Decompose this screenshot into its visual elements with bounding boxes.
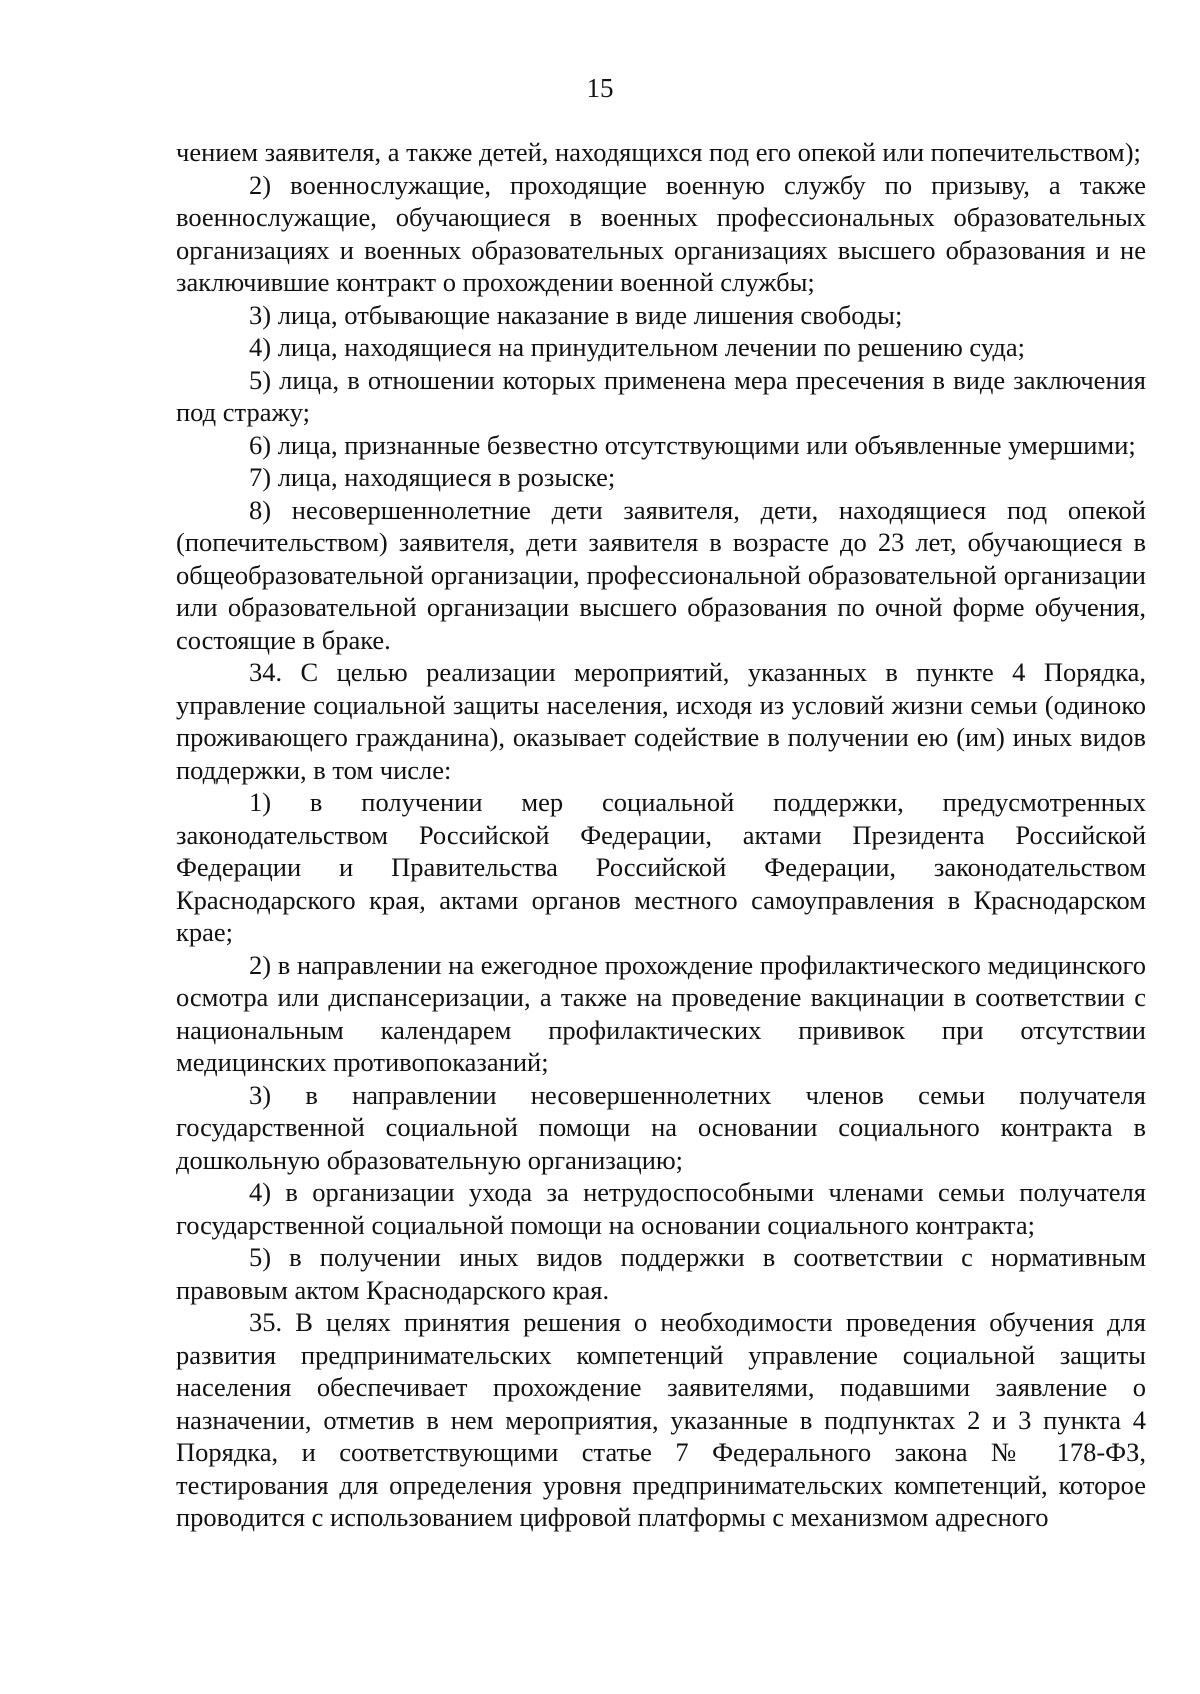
list-item-4-compulsory-treatment: 4) лица, находящиеся на принудительном лечении по решению суда; bbox=[249, 332, 1026, 362]
clause-34-item-1: 1) в получении мер социальной поддержки, предусмотренных законодательством Российской Федерации, актами Президента Российской Федерации и Правительства Российской Федерации, законодательством Краснодарского края, актами органов местного самоуправления в Краснодарском крае; bbox=[176, 787, 1146, 947]
clause-35: 35. В целях принятия решения о необходимости проведения обучения для развития предпринимательских компетенций управление социальной защиты населения обеспечивает прохождение заявителями, подавшими заявление о назначении, отметив в нем мероприятия, указанные в подпунктах 2 и 3 пункта 4 Порядка, и соответствующими статье 7 Федерального закона № 178-ФЗ, тестирования для определения уровня предпринимательских компетенций, которое проводится с использованием цифровой платформы с механизмом адресного bbox=[176, 1307, 1146, 1532]
list-item-8-married-minors: 8) несовершеннолетние дети заявителя, дети, находящиеся под опекой (попечительством) заявителя, дети заявителя в возрасте до 23 лет, обучающиеся в общеобразовательной организации, профессиональной образовательной организации или образовательной организации высшего образования по очной форме обучения, состоящие в браке. bbox=[176, 494, 1146, 655]
list-item-6-missing: 6) лица, признанные безвестно отсутствующими или объявленные умершими; bbox=[249, 429, 1136, 460]
page-number: 15 bbox=[586, 73, 614, 103]
list-item-7-wanted: 7) лица, находящиеся в розыске; bbox=[249, 462, 616, 492]
list-item-5-custody: 5) лица, в отношении которых применена мера пресечения в виде заключения под стражу; bbox=[176, 364, 1146, 427]
paragraph-continuation: чением заявителя, а также детей, находящихся под его опекой или попечительством); bbox=[176, 137, 1141, 167]
clause-34-item-4: 4) в организации ухода за нетрудоспособными членами семьи получателя государственной социальной помощи на основании социального контракта; bbox=[176, 1177, 1146, 1240]
clause-34: 34. С целью реализации мероприятий, указанных в пункте 4 Порядка, управление социальной защиты населения, исходя из условий жизни семьи (одиноко проживающего гражданина), оказывает содействие в получении ею (им) иных видов поддержки, в том числе: bbox=[176, 657, 1146, 785]
list-item-2-military: 2) военнослужащие, проходящие военную службу по призыву, а также военнослужащие, обучающиеся в военных профессиональных образовательных организациях и военных образовательных организациях высшего образования и не заключившие контракт о прохождении военной службы; bbox=[176, 169, 1146, 297]
clause-34-item-5: 5) в получении иных видов поддержки в соответствии с нормативным правовым актом Краснодарского края. bbox=[176, 1242, 1146, 1305]
document-body bbox=[176, 136, 1146, 1534]
list-item-3-imprisoned: 3) лица, отбывающие наказание в виде лишения свободы; bbox=[249, 299, 903, 330]
clause-34-item-2: 2) в направлении на ежегодное прохождение профилактического медицинского осмотра или диспансеризации, а также на проведение вакцинации в соответствии с национальным календарем профилактических прививок при отсутствии медицинских противопоказаний; bbox=[176, 949, 1146, 1077]
clause-34-item-3: 3) в направлении несовершеннолетних членов семьи получателя государственной социальной помощи на основании социального контракта в дошкольную образовательную организацию; bbox=[176, 1079, 1146, 1175]
